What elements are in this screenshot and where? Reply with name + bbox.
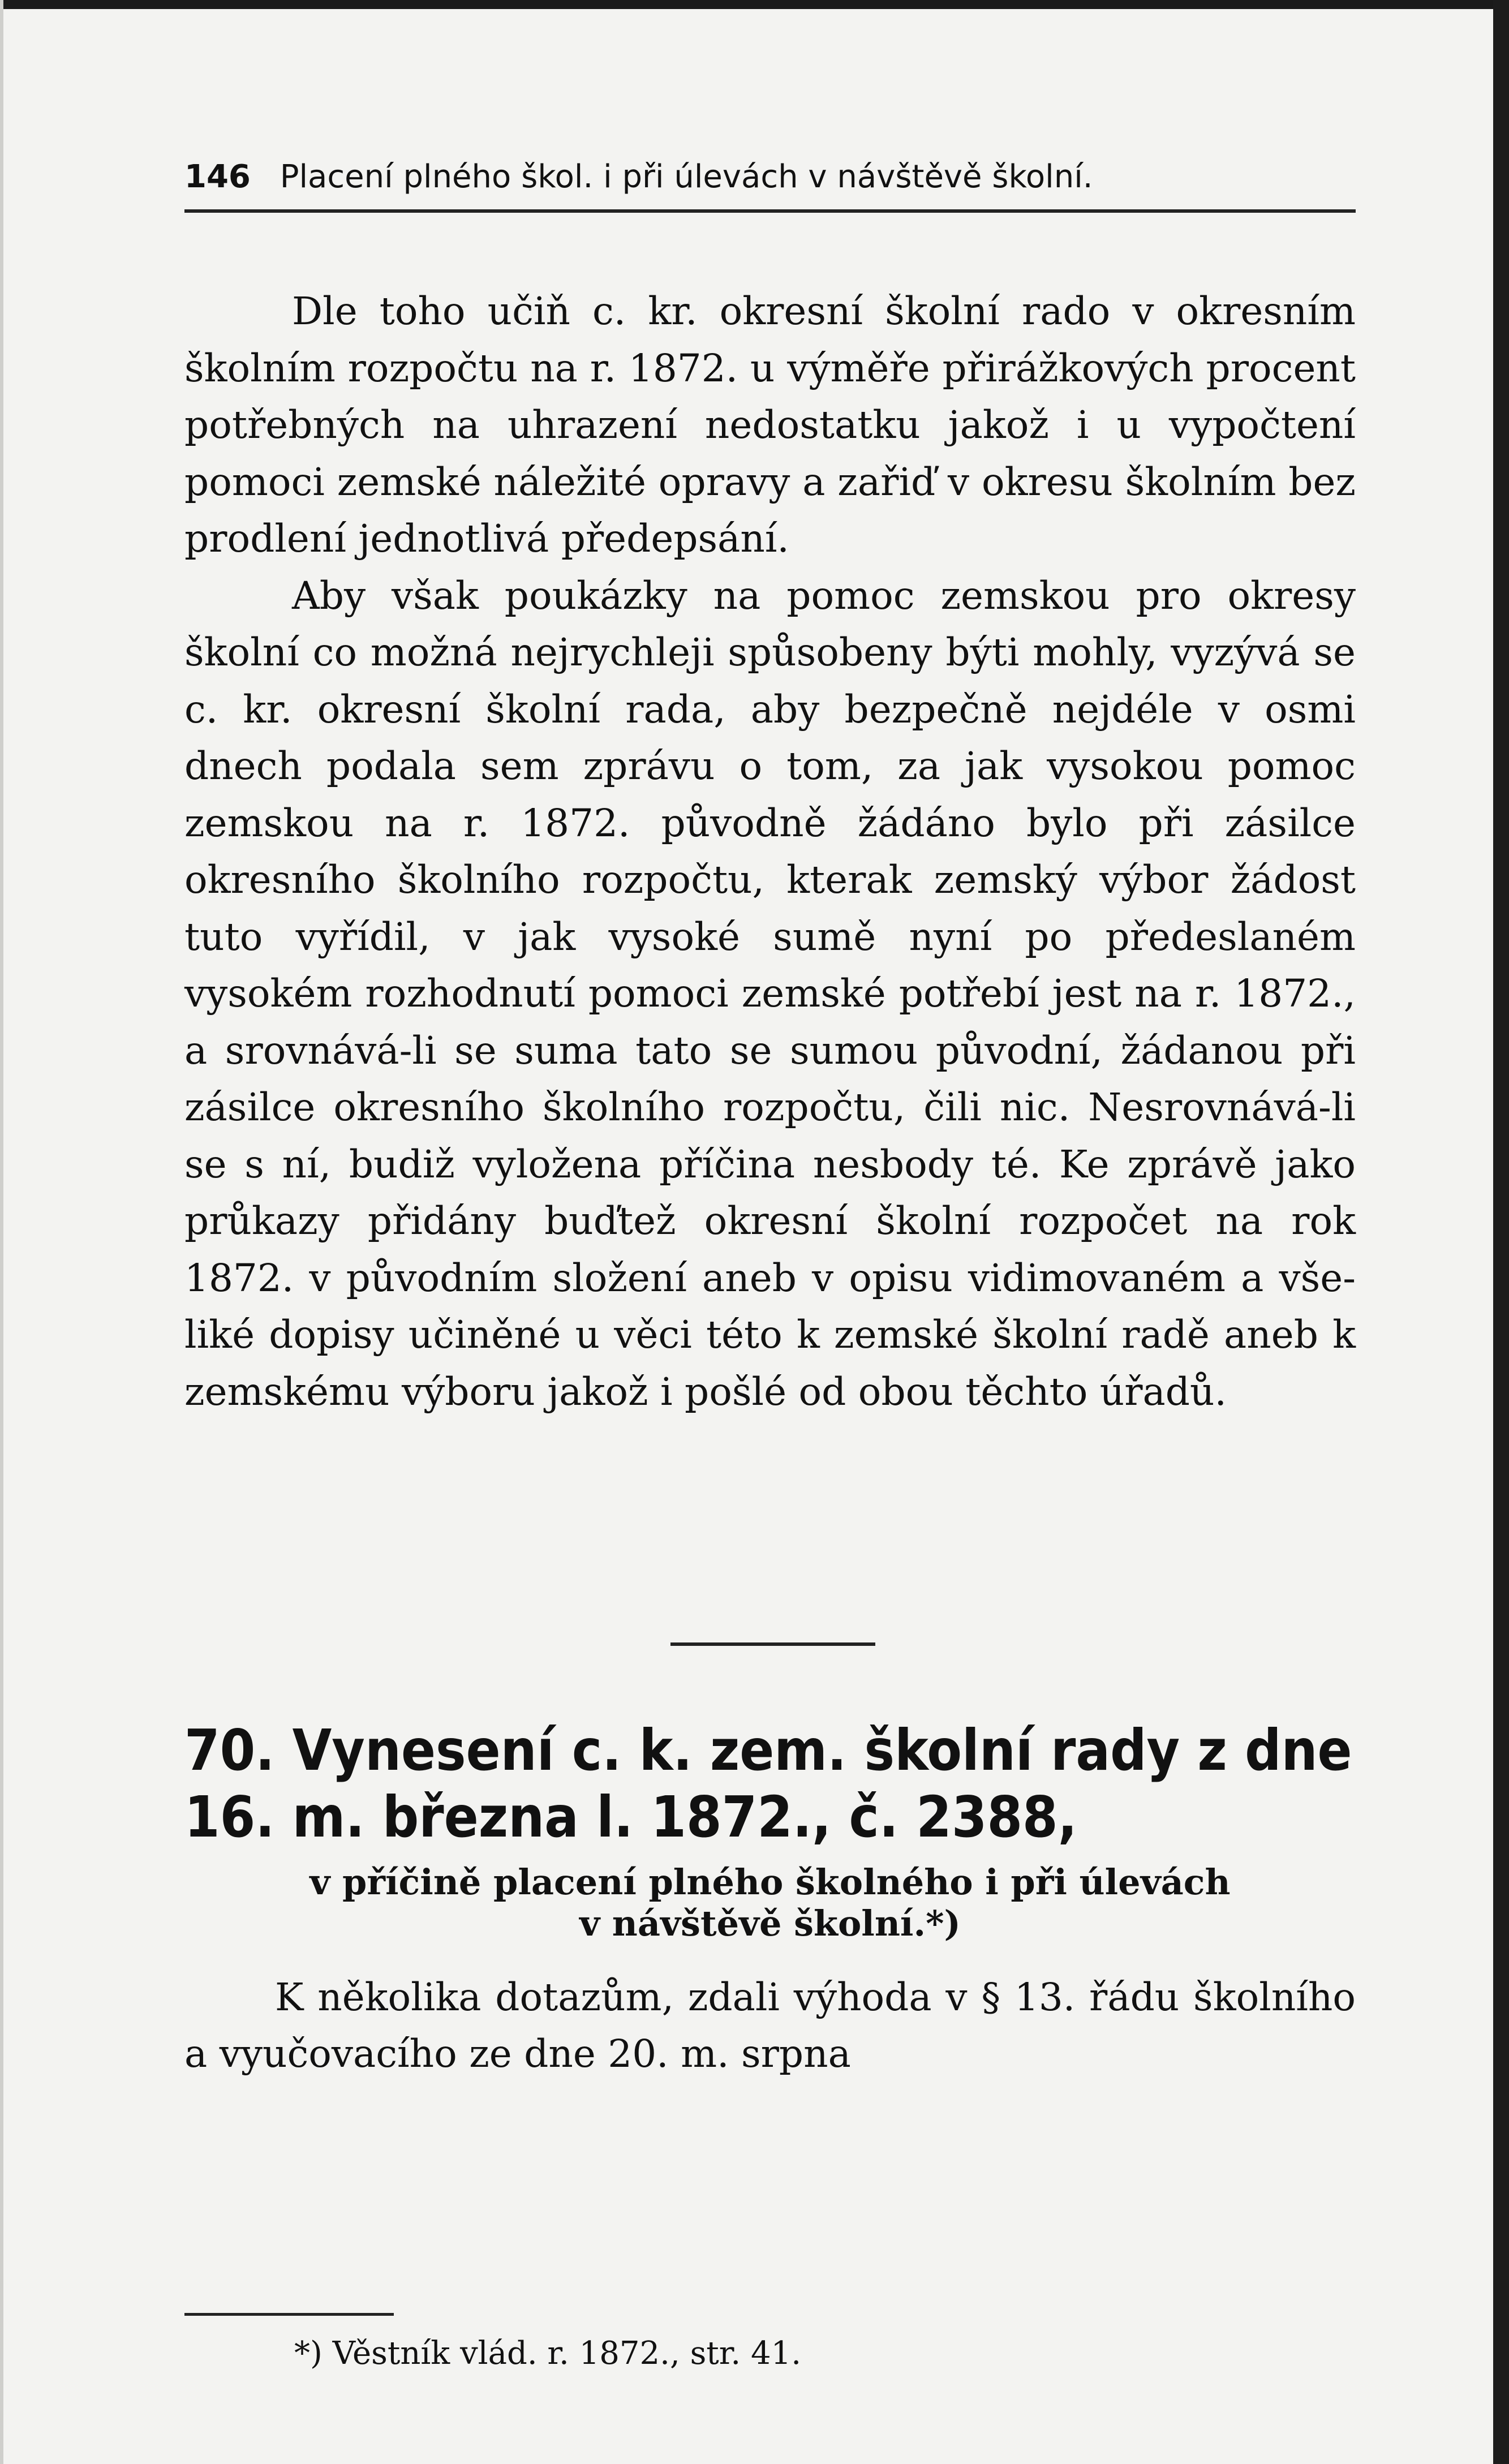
section-subtitle-line-1: v příčině placení plného školného i při úlevách: [309, 1861, 1231, 1903]
body-text: [184, 283, 1356, 1420]
section-title: [184, 1717, 1361, 1851]
page-number: 146: [184, 158, 251, 195]
intro-paragraph: K několika dotazům, zdali výhoda v § 13. řádu školního a vyučovacího ze dne 20. m. srpna: [184, 1975, 1356, 2076]
paragraph-1: Dle toho učiň c. kr. okresní školní rado v okresním školním rozpočtu na r. 1872. u výměře přirážkových procent potřebných na uhrazení nedostatku jakož i u vypočtení pomoci zemské náležité opravy a zařiď v okresu školním bez prodlení jednotlivá předepsání.: [184, 289, 1356, 561]
header-rule: [184, 209, 1356, 213]
footnote: *) Věstník vlád. r. 1872., str. 41.: [294, 2335, 802, 2372]
scan-edge-left: [0, 0, 3, 2464]
section-title-line-1: 70. Vynesení c. k. zem. školní rady z dne: [184, 1717, 1352, 1783]
running-title: Placení plného škol. i při úlevách v návštěvě školní.: [280, 158, 1093, 195]
paragraph-2: Aby však poukázky na pomoc zemskou pro okresy školní co možná nejrychleji spůsobeny býti mohly, vyzývá se c. kr. okresní školní rada, aby bezpečně nejdéle v osmi dnech podala sem zprávu o tom, za jak vysokou pomoc zemskou na r. 1872. původně žádáno bylo při zásilce okresního školního rozpočtu, kterak zemský výbor žádost tuto vyřídil, v jak vysoké sumě nyní po předeslaném vysokém rozhodnutí pomoci zemské potřebí jest na r. 1872., a srovnává-li se suma tato se sumou původní, žádanou při zásilce okresního školního rozpočtu, čili nic. Nesrovnává-li se s ní, budiž vyložena příčina nesbody té. Ke zprávě jako průkazy přidány buďtež okresní školní rozpočet na rok 1872. v původním složení aneb v opisu vidimovaném a všeliké dopisy učiněné u věci této k zemské školní radě aneb k zemskému výboru jakož i pošlé od obou těchto úřadů.: [184, 573, 1356, 1414]
running-header: [184, 152, 1361, 203]
section-divider: [670, 1642, 875, 1646]
section-title-line-2: 16. m. března l. 1872., č. 2388,: [184, 1784, 1077, 1850]
scan-edge-top: [0, 0, 1509, 9]
scan-edge-right: [1493, 0, 1509, 2464]
section-subtitle: [184, 1861, 1356, 1944]
section-intro: [184, 1969, 1356, 2082]
section-subtitle-line-2: v návštěvě školní.*): [579, 1903, 961, 1944]
footnote-rule: [184, 2313, 394, 2316]
